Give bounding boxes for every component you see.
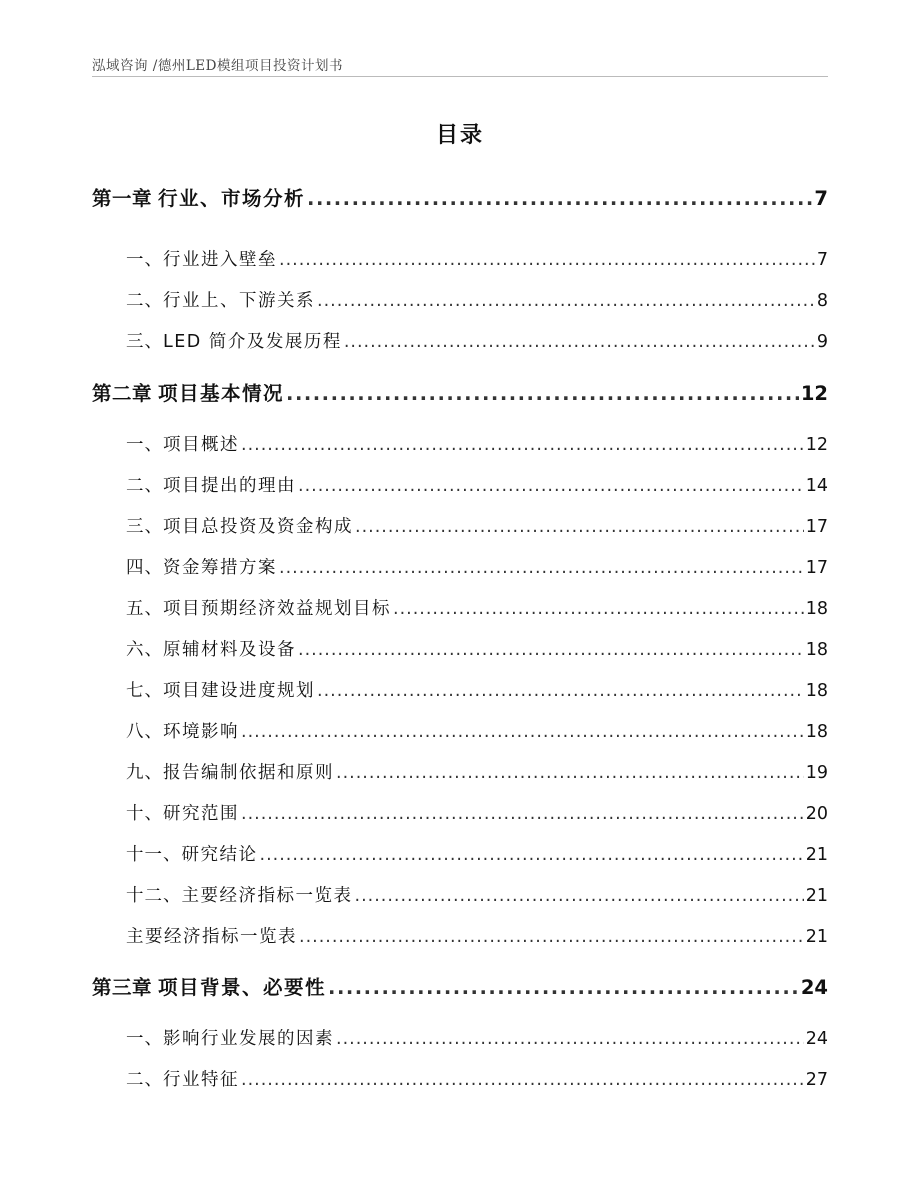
- toc-title: 目录: [435, 123, 484, 148]
- toc-page-number: 24: [805, 1029, 828, 1049]
- toc-label: 项目背景、必要性: [158, 976, 327, 999]
- toc-number: 第三章: [92, 976, 153, 999]
- toc-page-number: 24: [800, 976, 828, 999]
- toc-label: 行业特征: [163, 1070, 239, 1090]
- toc-number: 一、: [126, 435, 163, 455]
- toc-number: 二、: [126, 291, 163, 311]
- toc-label: 行业上、下游关系: [163, 291, 315, 311]
- toc-label: 项目建设进度规划: [163, 681, 315, 701]
- toc-page-number: 12: [800, 382, 828, 405]
- toc-leader: [241, 1070, 804, 1090]
- toc-label: 主要经济指标一览表: [181, 886, 353, 906]
- toc-number: 六、: [126, 640, 163, 660]
- toc-section[interactable]: [126, 636, 828, 661]
- toc-label: 影响行业发展的因素: [163, 1029, 334, 1049]
- toc-page-number: 14: [805, 476, 828, 496]
- toc-table-entry[interactable]: [126, 923, 828, 948]
- toc-page-number: 17: [805, 558, 828, 578]
- toc-section[interactable]: [126, 287, 828, 312]
- toc-section[interactable]: [126, 718, 828, 743]
- toc-label: 项目提出的理由: [163, 476, 296, 496]
- toc-number: 七、: [126, 681, 163, 701]
- toc-number: 第一章: [92, 187, 153, 210]
- toc-leader: [279, 558, 804, 578]
- toc-section[interactable]: [126, 677, 828, 702]
- toc-page-number: 8: [816, 291, 828, 311]
- toc-leader: [307, 187, 812, 210]
- toc-leader: [298, 476, 804, 496]
- toc-leader: [336, 1029, 804, 1049]
- toc-leader: [355, 886, 804, 906]
- toc-section[interactable]: [126, 1066, 828, 1091]
- toc-leader: [279, 250, 815, 270]
- toc-page-number: 7: [814, 187, 828, 210]
- toc-section[interactable]: [126, 246, 828, 271]
- toc-label: 研究范围: [163, 804, 239, 824]
- toc-label: 项目总投资及资金构成: [163, 517, 353, 537]
- toc-number: 三、: [126, 517, 163, 537]
- toc-page-number: 20: [805, 804, 828, 824]
- toc-label: 报告编制依据和原则: [163, 763, 334, 783]
- toc-label: 行业进入壁垒: [163, 250, 277, 270]
- toc-number: 十二、: [126, 886, 182, 906]
- toc-page-number: 19: [805, 763, 828, 783]
- toc-leader: [298, 640, 804, 660]
- toc-section[interactable]: [126, 800, 828, 825]
- toc-chapter-1[interactable]: [92, 183, 828, 211]
- toc-chapter-3[interactable]: [92, 972, 828, 1000]
- toc-leader: [317, 291, 815, 311]
- toc-number: 十、: [126, 804, 163, 824]
- toc-section[interactable]: [126, 328, 828, 353]
- toc-page-number: 27: [805, 1070, 828, 1090]
- toc-page-number: 7: [816, 250, 828, 270]
- toc-page-number: 21: [805, 886, 828, 906]
- toc-label: 资金筹措方案: [163, 558, 277, 578]
- toc-label: 原辅材料及设备: [163, 640, 296, 660]
- toc-section[interactable]: [126, 595, 828, 620]
- toc-number: 五、: [126, 599, 163, 619]
- toc-label: 行业、市场分析: [158, 187, 306, 210]
- toc-section[interactable]: [126, 1025, 828, 1050]
- toc-page-number: 9: [816, 332, 828, 352]
- toc-leader: [328, 976, 799, 999]
- toc-leader: [336, 763, 804, 783]
- toc-label: 项目基本情况: [158, 382, 285, 405]
- running-header: 泓域咨询 /德州LED模组项目投资计划书: [92, 58, 343, 74]
- toc-number: 二、: [126, 476, 163, 496]
- toc-number: 一、: [126, 1029, 163, 1049]
- toc-section[interactable]: [126, 759, 828, 784]
- toc-number: 八、: [126, 722, 163, 742]
- toc-label: 环境影响: [163, 722, 239, 742]
- toc-section[interactable]: [126, 472, 828, 497]
- toc-section[interactable]: [126, 513, 828, 538]
- toc-section[interactable]: [126, 841, 828, 866]
- toc-page-number: 21: [805, 845, 828, 865]
- toc-number: 第二章: [92, 382, 153, 405]
- toc-number: 二、: [126, 1070, 163, 1090]
- toc-number: 九、: [126, 763, 163, 783]
- toc-leader: [241, 722, 804, 742]
- toc-page-number: 17: [805, 517, 828, 537]
- toc-leader: [241, 435, 804, 455]
- toc-section[interactable]: [126, 431, 828, 456]
- toc-number: 四、: [126, 558, 163, 578]
- toc-leader: [260, 845, 804, 865]
- toc-section[interactable]: [126, 882, 828, 907]
- toc-leader: [355, 517, 804, 537]
- toc-page-number: 21: [805, 927, 828, 947]
- toc-label: 项目概述: [163, 435, 239, 455]
- toc-section[interactable]: [126, 554, 828, 579]
- toc-leader: [393, 599, 804, 619]
- toc-number: 三、: [126, 332, 163, 352]
- toc-page-number: 18: [805, 599, 828, 619]
- toc-chapter-2[interactable]: [92, 378, 828, 406]
- toc-label: 主要经济指标一览表: [126, 927, 297, 947]
- toc-label: 研究结论: [181, 845, 258, 865]
- toc-leader: [317, 681, 804, 701]
- toc-leader: [241, 804, 804, 824]
- toc-page-number: 12: [805, 435, 828, 455]
- toc-leader: [286, 382, 799, 405]
- toc-page-number: 18: [805, 640, 828, 660]
- toc-leader: [299, 927, 804, 947]
- toc-number: 十一、: [126, 845, 182, 865]
- toc-label: LED 简介及发展历程: [163, 332, 342, 352]
- toc-page-number: 18: [805, 681, 828, 701]
- toc-leader: [344, 332, 815, 352]
- toc-label: 项目预期经济效益规划目标: [163, 599, 391, 619]
- toc-number: 一、: [126, 250, 163, 270]
- toc-page-number: 18: [805, 722, 828, 742]
